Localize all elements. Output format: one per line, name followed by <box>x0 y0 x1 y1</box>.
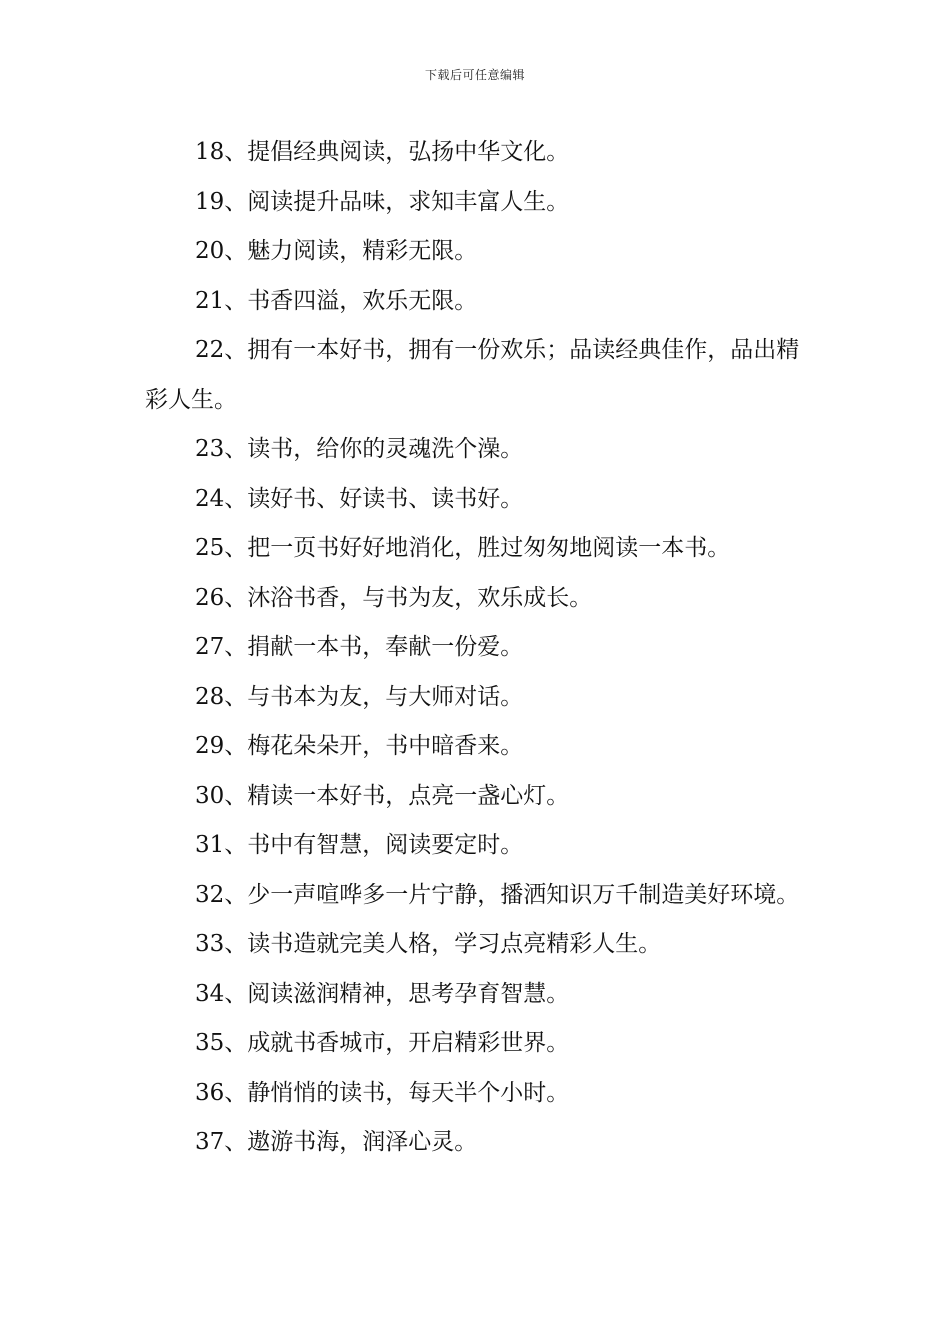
list-item: 20、魅力阅读，精彩无限。 <box>195 238 478 264</box>
list-item: 21、书香四溢，欢乐无限。 <box>195 287 478 314</box>
list-item: 29、梅花朵朵开，书中暗香来。 <box>195 733 524 759</box>
list-item: 28、与书本为友，与大师对话。 <box>195 683 524 710</box>
list-item: 23、读书，给你的灵魂洗个澡。 <box>195 436 524 462</box>
list-item: 18、提倡经典阅读，弘扬中华文化。 <box>195 139 570 165</box>
list-item: 35、成就书香城市，开启精彩世界。 <box>195 1030 570 1056</box>
list-item: 36、静悄悄的读书，每天半个小时。 <box>195 1079 570 1106</box>
list-item: 32、少一声喧哗多一片宁静，播洒知识万千制造美好环境。 <box>195 881 800 908</box>
page-header: 下载后可任意编辑 <box>424 68 525 82</box>
list-item: 31、书中有智慧，阅读要定时。 <box>195 832 524 858</box>
list-item: 37、遨游书海，润泽心灵。 <box>195 1129 478 1155</box>
list-item: 27、捐献一本书，奉献一份爱。 <box>195 634 524 660</box>
list-item: 33、读书造就完美人格，学习点亮精彩人生。 <box>195 931 662 957</box>
list-item: 19、阅读提升品味，求知丰富人生。 <box>195 188 570 215</box>
list-item: 34、阅读滋润精神，思考孕育智慧。 <box>195 980 570 1007</box>
list-item: 30、精读一本好书，点亮一盏心灯。 <box>195 782 570 809</box>
slogan-list <box>145 128 810 1168</box>
list-item: 26、沐浴书香，与书为友，欢乐成长。 <box>195 584 593 611</box>
list-item: 25、把一页书好好地消化，胜过匆匆地阅读一本书。 <box>195 535 731 561</box>
list-item: 24、读好书、好读书、读书好。 <box>195 485 524 512</box>
list-item: 22、拥有一本好书，拥有一份欢乐；品读经典佳作，品出精彩人生。 <box>145 337 800 413</box>
